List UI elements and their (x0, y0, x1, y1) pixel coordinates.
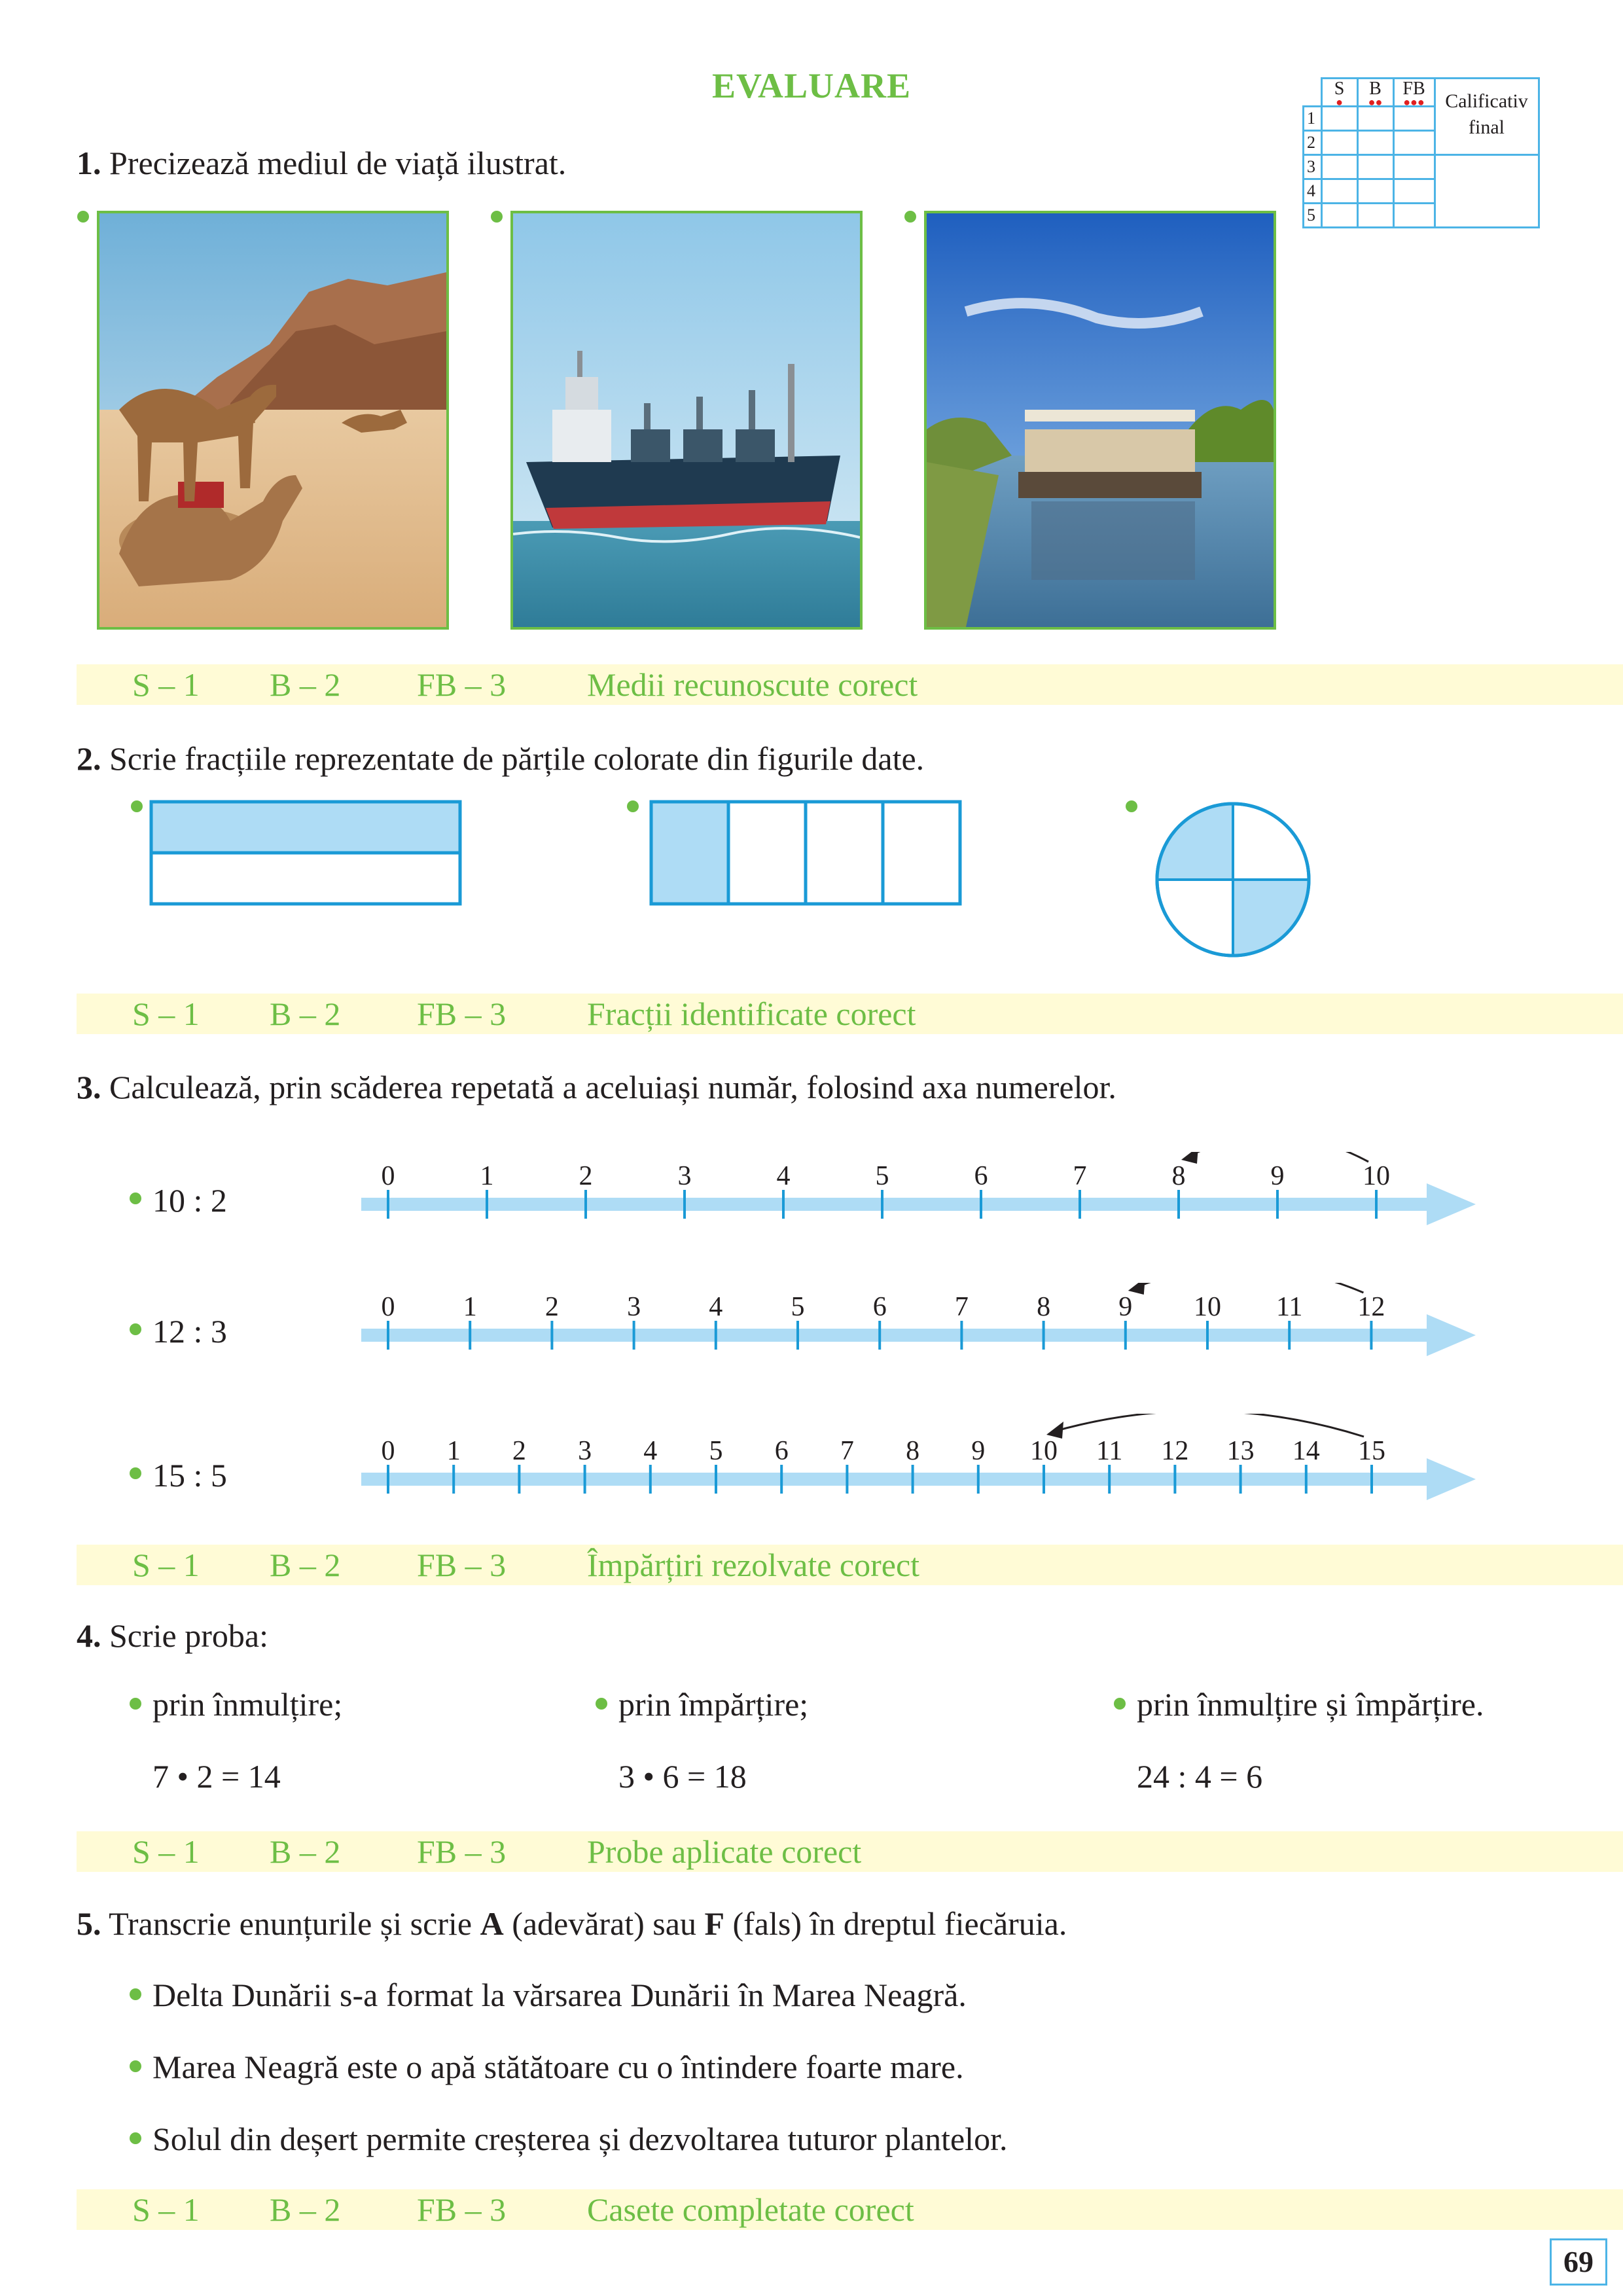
number-line-tick-label: 2 (579, 1161, 593, 1191)
grade-header-b: B ●● (1357, 79, 1393, 107)
bullet (130, 1467, 141, 1479)
bullet (904, 211, 916, 223)
bullet (130, 2132, 141, 2144)
number-line-tick-label: 10 (1030, 1436, 1058, 1466)
number-line-axis (361, 1473, 1435, 1486)
number-line-tick-label: 8 (1171, 1161, 1186, 1191)
question-1: 1. Precizează mediul de viață ilustrat. (77, 145, 567, 181)
bullet (130, 2060, 141, 2072)
bullet (130, 1323, 141, 1335)
number-line-tick-label: 1 (463, 1292, 477, 1322)
question-3: 3. Calculează, prin scăderea repetată a aceluiași număr, folosind axa numerelor. (77, 1069, 1116, 1105)
number-line-tick-label: 1 (480, 1161, 494, 1191)
division-exercise: 12 : 3 (152, 1313, 227, 1350)
number-line-tick-label: 9 (1118, 1292, 1133, 1322)
number-line-tick-label: 13 (1226, 1436, 1255, 1466)
number-line-tick-label: 9 (1270, 1161, 1285, 1191)
number-line-tick-label: 12 (1161, 1436, 1189, 1466)
number-line-axis (361, 1329, 1435, 1342)
number-line-tick-label: 3 (627, 1292, 641, 1322)
page-number: 69 (1550, 2238, 1607, 2286)
division-exercise: 10 : 2 (152, 1182, 227, 1219)
q4-item-label: prin înmulțire și împărțire. (1137, 1686, 1484, 1723)
number-line-tick-label: 11 (1096, 1436, 1123, 1466)
q4-expression: 24 : 4 = 6 (1137, 1758, 1263, 1795)
jump-arc (1186, 1152, 1368, 1162)
number-line-tick-label: 0 (381, 1161, 395, 1191)
bullet (130, 1988, 141, 2000)
statement: Marea Neagră este o apă stătătoare cu o întindere foarte mare. (152, 2049, 964, 2085)
final-grade-label: Calificativ final (1435, 79, 1539, 155)
number-line-tick-label: 6 (774, 1436, 789, 1466)
jump-arc (1052, 1414, 1364, 1437)
score-bar: S – 1 B – 2 FB – 3 Probe aplicate corect (77, 1831, 1623, 1872)
number-line-tick-label: 10 (1194, 1292, 1221, 1322)
number-line-tick-label: 3 (578, 1436, 592, 1466)
number-line-tick-label: 15 (1358, 1436, 1385, 1466)
number-line-tick-label: 4 (709, 1292, 723, 1322)
grade-header-s: S ● (1321, 79, 1357, 107)
number-line-tick-label: 5 (709, 1436, 723, 1466)
number-line-tick-label: 6 (974, 1161, 988, 1191)
number-line-tick-label: 9 (971, 1436, 986, 1466)
number-line-tick-label: 6 (872, 1292, 887, 1322)
question-5: 5. Transcrie enunțurile și scrie A (adevărat) sau F (fals) în dreptul fiecăruia. (77, 1905, 1067, 1942)
number-line-tick-label: 5 (791, 1292, 805, 1322)
bullet (130, 1193, 141, 1204)
q4-item-label: prin împărțire; (618, 1686, 809, 1723)
number-line-arrowhead (1427, 1458, 1476, 1500)
division-exercise: 15 : 5 (152, 1457, 227, 1494)
number-line-tick-label: 7 (954, 1292, 969, 1322)
bullet (1126, 800, 1137, 812)
score-bar: S – 1 B – 2 FB – 3 Fracții identificate corect (77, 994, 1623, 1034)
number-line-tick-label: 4 (643, 1436, 658, 1466)
score-bar: S – 1 B – 2 FB – 3 Medii recunoscute corect (77, 664, 1623, 705)
number-line (353, 1152, 1479, 1257)
fraction-rectangle-halves (149, 800, 466, 911)
number-line (353, 1283, 1479, 1388)
number-line-tick-label: 7 (840, 1436, 854, 1466)
bullet (596, 1698, 607, 1710)
question-4: 4. Scrie proba: (77, 1617, 268, 1654)
number-line-tick-label: 1 (446, 1436, 461, 1466)
number-line (353, 1414, 1479, 1518)
bullet (491, 211, 503, 223)
number-line-arrowhead (1427, 1314, 1476, 1356)
cargo-ship-sea-photo (510, 211, 863, 630)
grade-header-fb: FB ●●● (1393, 79, 1435, 107)
bullet (627, 800, 639, 812)
number-line-tick-label: 2 (544, 1292, 559, 1322)
q4-expression: 3 • 6 = 18 (618, 1758, 747, 1795)
number-line-tick-label: 3 (677, 1161, 692, 1191)
number-line-tick-label: 4 (776, 1161, 791, 1191)
number-line-axis (361, 1198, 1435, 1211)
number-line-arrowhead (1427, 1183, 1476, 1225)
bullet (131, 800, 143, 812)
number-line-tick-label: 8 (906, 1436, 920, 1466)
statement: Solul din deșert permite creșterea și dezvoltarea tuturor plantelor. (152, 2121, 1008, 2157)
number-line-tick-label: 2 (512, 1436, 526, 1466)
score-bar: S – 1 B – 2 FB – 3 Împărțiri rezolvate corect (77, 1545, 1623, 1585)
q4-expression: 7 • 2 = 14 (152, 1758, 281, 1795)
score-bar: S – 1 B – 2 FB – 3 Casete completate corect (77, 2189, 1623, 2230)
number-line-tick-label: 0 (381, 1292, 395, 1322)
number-line-tick-label: 5 (875, 1161, 889, 1191)
number-line-tick-label: 12 (1357, 1292, 1385, 1322)
number-line-tick-label: 0 (381, 1436, 395, 1466)
grade-table: S ● B ●● FB ●●● Calificativ final 1 2 3 4 5 (1302, 77, 1540, 228)
bullet (77, 211, 89, 223)
page-title: EVALUARE (711, 66, 912, 105)
boat-delta-photo (924, 211, 1276, 630)
number-line-tick-label: 10 (1363, 1161, 1390, 1191)
fraction-rectangle-quarters (649, 800, 963, 911)
number-line-tick-label: 7 (1073, 1161, 1087, 1191)
camels-desert-photo (97, 211, 449, 630)
question-2: 2. Scrie fracțiile reprezentate de părțile colorate din figurile date. (77, 740, 925, 777)
bullet (130, 1698, 141, 1710)
jump-arc (1133, 1283, 1364, 1293)
fraction-circle (1153, 800, 1313, 960)
q4-item-label: prin înmulțire; (152, 1686, 343, 1723)
number-line-tick-label: 14 (1292, 1436, 1320, 1466)
statement: Delta Dunării s-a format la vărsarea Dunării în Marea Neagră. (152, 1977, 967, 2013)
number-line-tick-label: 11 (1275, 1292, 1303, 1322)
bullet (1114, 1698, 1126, 1710)
number-line-tick-label: 8 (1037, 1292, 1051, 1322)
